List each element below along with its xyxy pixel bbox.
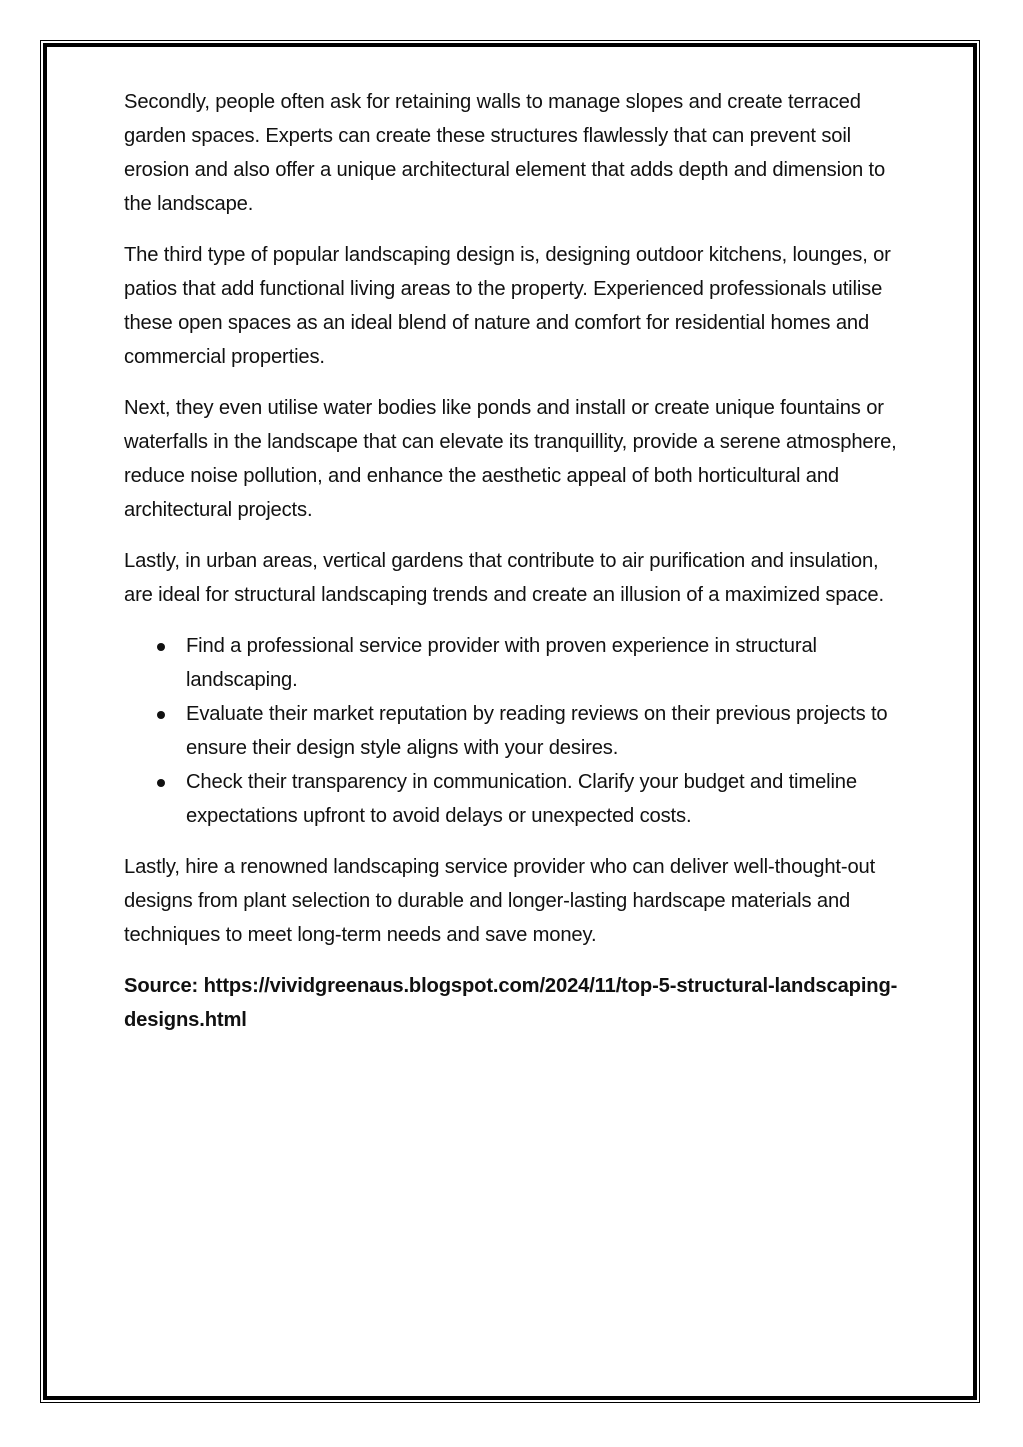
list-item-text: Find a professional service provider with proven experience in structural landscaping. bbox=[186, 635, 817, 691]
paragraph-water-features: Next, they even utilise water bodies like ponds and install or create unique fountains or waterfalls in the landscape that can elevate its tranquillity, provide a serene atmosphere, reduce noise pollution, and enhance the aesthetic appeal of both horticultural and architectural projects. bbox=[124, 397, 897, 521]
list-item-text: Evaluate their market reputation by reading reviews on their previous projects to ensure their design style aligns with your desires. bbox=[186, 703, 888, 759]
paragraph-vertical-gardens: Lastly, in urban areas, vertical gardens that contribute to air purification and insulation, are ideal for structural landscaping trends and create an illusion of a maximized space. bbox=[124, 550, 884, 606]
list-item bbox=[124, 629, 904, 697]
list-item-text: Check their transparency in communication. Clarify your budget and timeline expectations upfront to avoid delays or unexpected costs. bbox=[186, 771, 857, 827]
source-citation: Source: https://vividgreenaus.blogspot.com/2024/11/top-5-structural-landscaping-designs.html bbox=[124, 975, 898, 1031]
bullet-icon bbox=[157, 779, 165, 787]
paragraph-closing: Lastly, hire a renowned landscaping service provider who can deliver well-thought-out designs from plant selection to durable and longer-lasting hardscape materials and techniques to meet long-term needs and save money. bbox=[124, 856, 876, 946]
document-body bbox=[124, 85, 904, 1054]
tips-list bbox=[124, 629, 904, 833]
list-item bbox=[124, 697, 904, 765]
bullet-icon bbox=[157, 711, 165, 719]
paragraph-outdoor-living: The third type of popular landscaping design is, designing outdoor kitchens, lounges, or patios that add functional living areas to the property. Experienced professionals utilise these open spaces as an ideal blend of nature and comfort for residential homes and commercial properties. bbox=[124, 244, 891, 368]
list-item bbox=[124, 765, 904, 833]
paragraph-retaining-walls: Secondly, people often ask for retaining walls to manage slopes and create terraced garden spaces. Experts can create these structures flawlessly that can prevent soil erosion and also offer a unique architectural element that adds depth and dimension to the landscape. bbox=[124, 91, 886, 215]
bullet-icon bbox=[157, 643, 165, 651]
